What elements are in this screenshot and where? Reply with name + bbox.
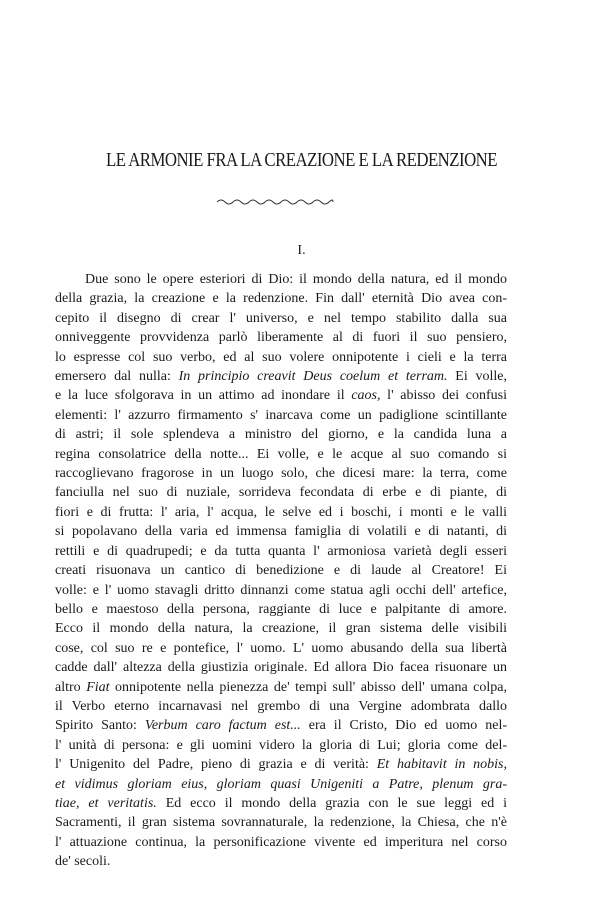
text-line bbox=[55, 833, 507, 852]
body-text-span: regina consolatrice della notte... Ei volle, e le acque al suo comando si bbox=[55, 446, 507, 462]
text-line bbox=[55, 794, 507, 813]
text-line bbox=[55, 755, 507, 774]
text-line bbox=[55, 658, 507, 677]
body-text-span: volle: e l' uomo stavagli dritto dinnanzi come statua agli occhi dell' artefice, bbox=[55, 582, 507, 598]
text-line bbox=[55, 736, 507, 755]
text-line bbox=[55, 619, 507, 638]
body-text-span: rettili e di quadrupedi; e da tutta quanta l' armoniosa varietà degli esseri bbox=[55, 543, 507, 559]
body-text-span: creati risuonava un cantico di benedizione e di laude al Creatore! Ei bbox=[55, 563, 507, 579]
text-line bbox=[55, 716, 507, 735]
body-text-span: Ed ecco il mondo della grazia con le sue leggi ed i bbox=[156, 795, 507, 811]
text-line bbox=[55, 542, 507, 561]
text-line bbox=[55, 348, 507, 367]
body-text-span: bello e maestoso della persona, raggiante di luce e palpitante di amore. bbox=[55, 601, 507, 617]
ornament-divider bbox=[215, 196, 335, 208]
latin-quote-text: et vidimus gloriam eius, gloriam quasi Unigeniti a Patre, plenum gra- bbox=[55, 776, 507, 792]
latin-quote-text: In principio creavit Deus coelum et terram. bbox=[178, 369, 448, 385]
body-text-span: elementi: l' azzurro firmamento s' inarcava come un padiglione scintillante bbox=[55, 407, 507, 423]
text-line bbox=[55, 503, 507, 522]
body-text-span: fiori e di frutta: l' aria, l' acqua, le selve ed i boschi, i monti e le valli bbox=[55, 504, 507, 520]
text-line bbox=[55, 445, 507, 464]
body-text-span: di astri; il sole splendeva a ministro del giorno, e la candida luna a bbox=[55, 427, 507, 443]
body-text-span: Ecco il mondo della natura, la creazione, il gran sistema delle visibili bbox=[55, 621, 507, 637]
text-line bbox=[55, 775, 507, 794]
body-text-span: Spirito Santo: bbox=[55, 718, 145, 734]
body-text-span: onnipotente nella pienezza de' tempi sull' abisso dell' umana colpa, bbox=[109, 679, 507, 695]
page-title: LE ARMONIE FRA LA CREAZIONE E LA REDENZIONE bbox=[105, 150, 497, 171]
body-text-span: emersero dal nulla: bbox=[55, 369, 179, 385]
section-number: I. bbox=[297, 243, 306, 258]
text-line bbox=[55, 270, 507, 289]
text-line bbox=[55, 561, 507, 580]
body-text-span: lo espresse col suo verbo, ed al suo volere onnipotente i cieli e la terra bbox=[55, 349, 507, 365]
body-text-span: cadde dall' altezza della giustizia originale. Ed allora Dio facea risuonare un bbox=[55, 660, 507, 676]
latin-quote-text: Fiat bbox=[86, 679, 110, 695]
text-line bbox=[55, 406, 507, 425]
text-line bbox=[55, 289, 507, 308]
text-line bbox=[55, 464, 507, 483]
body-paragraph bbox=[55, 270, 507, 872]
body-text-span: cose, col suo re e pontefice, l' uomo. L' uomo abusando della sua libertà bbox=[55, 640, 507, 656]
body-text-span: l' attuazione continua, la personificazione vivente ed imperitura nel corso bbox=[55, 834, 507, 850]
text-line bbox=[55, 386, 507, 405]
body-text-span: Due sono le opere esteriori di Dio: il mondo della natura, ed il mondo bbox=[85, 272, 507, 287]
body-text-span: fanciulla nel suo di nuziale, sorrideva fecondata di erbe e di piante, di bbox=[55, 485, 507, 501]
body-text-span: raccoglievano fragorose in un luogo solo, che dicesi mare: la terra, come bbox=[55, 466, 507, 482]
text-line bbox=[55, 639, 507, 658]
body-text-span: l' abisso dei confusi bbox=[380, 388, 507, 404]
text-line bbox=[55, 425, 507, 444]
latin-quote-text: caos, bbox=[351, 388, 381, 404]
body-text-span: si popolavano della varia ed immensa famiglia di volatili e di natanti, di bbox=[55, 524, 507, 540]
text-line bbox=[55, 697, 507, 716]
body-text-span: l' unità di persona: e gli uomini videro la gloria di Lui; gloria come del- bbox=[55, 737, 507, 753]
text-line bbox=[55, 328, 507, 347]
text-line bbox=[55, 813, 507, 832]
body-text-span: l' Unigenito del Padre, pieno di grazia e di verità: bbox=[55, 757, 377, 773]
body-text-span: onniveggente provvidenza parlò liberamente al di fuori il suo pensiero, bbox=[55, 330, 507, 346]
body-text-span: Ei volle, bbox=[447, 369, 507, 385]
text-line bbox=[55, 678, 507, 697]
text-line bbox=[55, 522, 507, 541]
body-text-span: era il Cristo, Dio ed uomo nel- bbox=[300, 718, 507, 734]
body-text-span: della grazia, la creazione e la redenzione. Fin dall' eternità Dio avea con- bbox=[55, 291, 507, 307]
text-line bbox=[55, 852, 507, 871]
latin-quote-text: tiae, et veritatis. bbox=[55, 795, 157, 811]
text-line bbox=[55, 309, 507, 328]
text-line bbox=[55, 367, 507, 386]
body-text-span: altro bbox=[55, 679, 87, 695]
latin-quote-text: Verbum caro factum est... bbox=[144, 718, 301, 734]
body-text-span: il Verbo eterno incarnavasi nel grembo di una Vergine adombrata dallo bbox=[55, 698, 507, 714]
body-text-span: e la luce sfolgorava in un attimo ad inondare il bbox=[55, 388, 352, 404]
body-text-span: Sacramenti, il gran sistema sovrannaturale, la redenzione, la Chiesa, che n'è bbox=[55, 815, 507, 831]
body-text-span: cepito il disegno di crear l' universo, e nel tempo stabilito dalla sua bbox=[55, 310, 507, 326]
text-line bbox=[55, 581, 507, 600]
text-line bbox=[55, 600, 507, 619]
latin-quote-text: Et habitavit in nobis, bbox=[376, 757, 507, 773]
text-line bbox=[55, 483, 507, 502]
body-text-span: de' secoli. bbox=[55, 854, 111, 870]
